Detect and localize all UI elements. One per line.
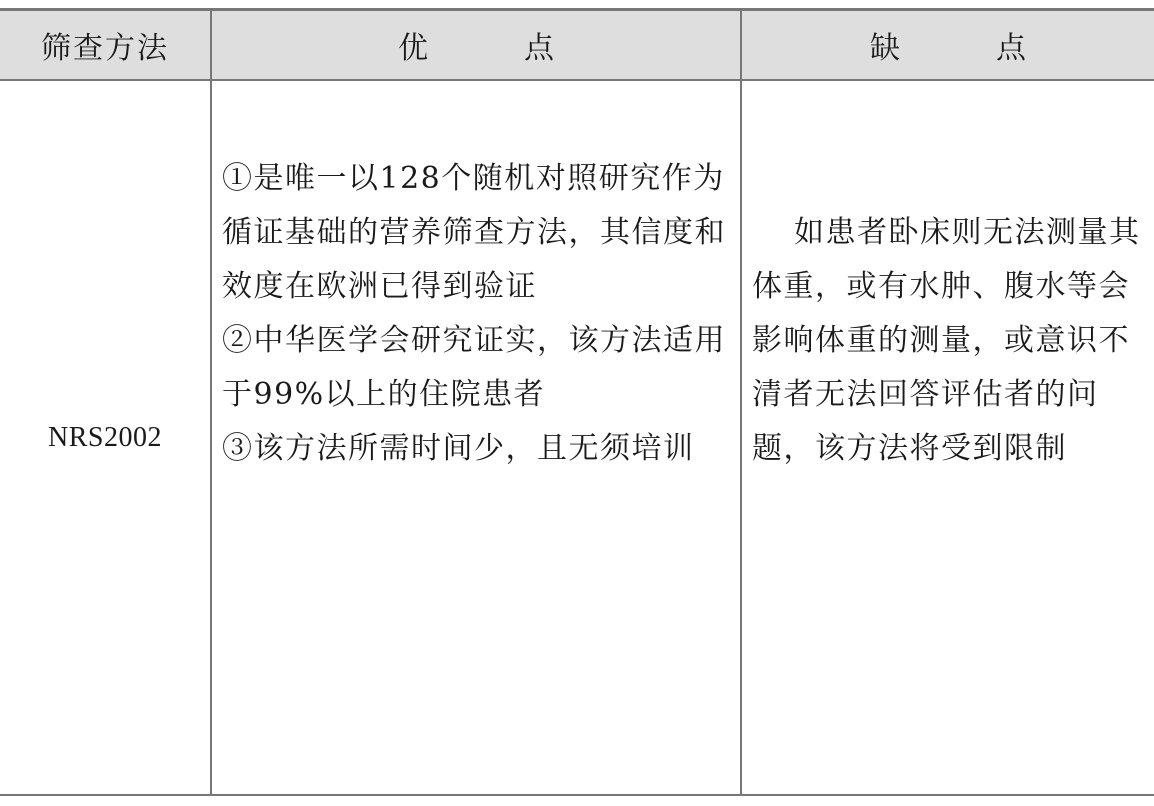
- pros-item-1: ①是唯一以128个随机对照研究作为循证基础的营养筛查方法，其信度和效度在欧洲已得到验证: [222, 161, 726, 304]
- column-divider-1: [210, 11, 212, 794]
- pros-item-3: ③该方法所需时间少，且无须培训: [222, 431, 695, 466]
- row-pros-cell: [222, 152, 734, 476]
- header-cons-label: 缺点: [870, 31, 1122, 66]
- header-pros: [212, 11, 740, 79]
- pros-item-2: ②中华医学会研究证实，该方法适用于99%以上的住院患者: [222, 323, 726, 412]
- row-cons-cell: 如患者卧床则无法测量其体重，或有水肿、腹水等会影响体重的测量，或意识不清者无法回答评估者的问题，该方法将受到限制: [752, 215, 1141, 466]
- header-cons: [742, 11, 1154, 79]
- header-method: 筛查方法: [41, 31, 169, 66]
- column-divider-2: [740, 11, 742, 794]
- header-pros-label: 优点: [398, 31, 650, 66]
- table-bottom-rule: [0, 794, 1154, 796]
- row-method-cell: NRS2002: [48, 421, 162, 453]
